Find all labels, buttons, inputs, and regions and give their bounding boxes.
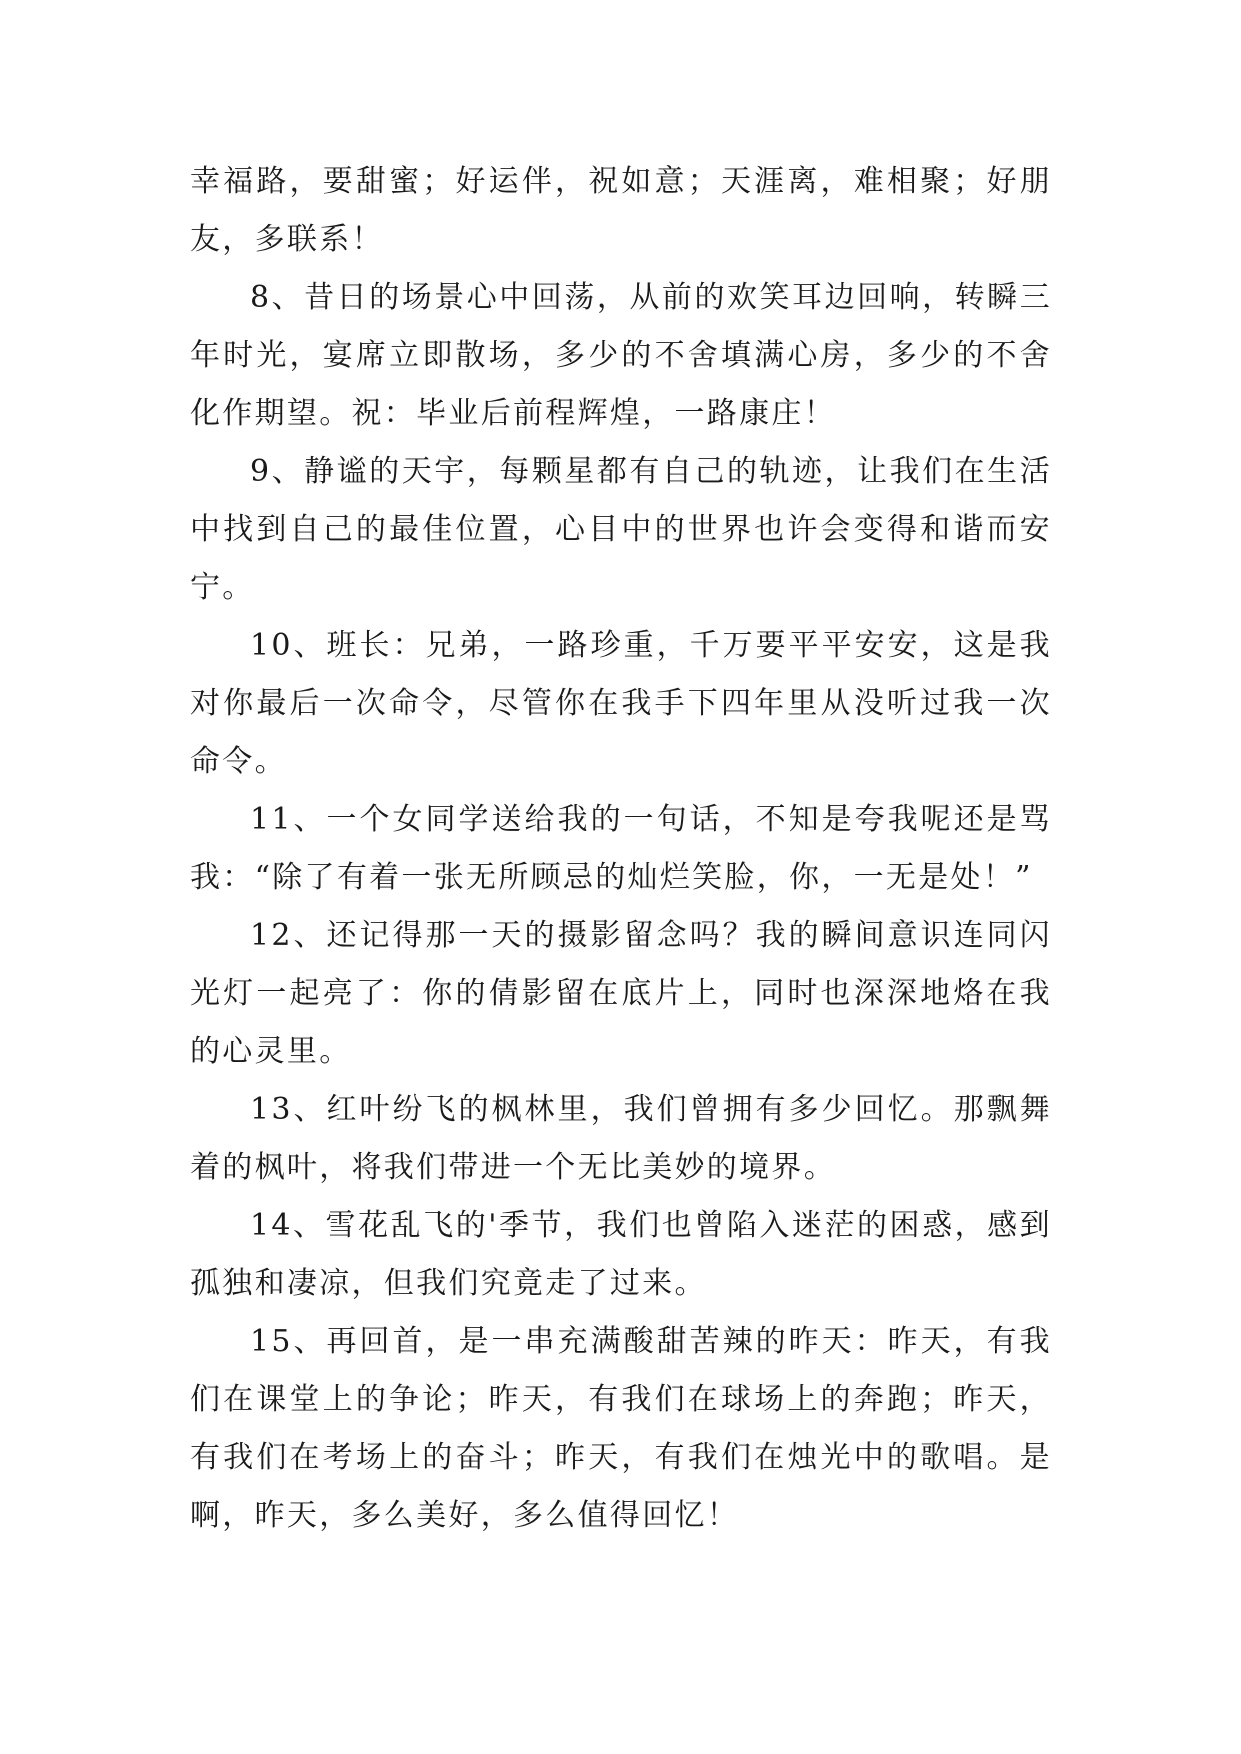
document-body (190, 153, 1052, 1545)
paragraph-13: 13、红叶纷飞的枫林里，我们曾拥有多少回忆。那飘舞着的枫叶，将我们带进一个无比美妙的境界。 (190, 1092, 1052, 1185)
paragraph-14: 14、雪花乱飞的'季节，我们也曾陷入迷茫的困惑，感到孤独和凄凉，但我们究竟走了过来。 (190, 1208, 1052, 1301)
paragraph-12: 12、还记得那一天的摄影留念吗？我的瞬间意识连同闪光灯一起亮了：你的倩影留在底片上，同时也深深地烙在我的心灵里。 (190, 918, 1052, 1069)
paragraph-10: 10、班长：兄弟，一路珍重，千万要平平安安，这是我对你最后一次命令，尽管你在我手下四年里从没听过我一次命令。 (190, 628, 1052, 779)
paragraph-11: 11、一个女同学送给我的一句话，不知是夸我呢还是骂我：“除了有着一张无所顾忌的灿烂笑脸，你，一无是处！” (190, 802, 1052, 895)
paragraph-15: 15、再回首，是一串充满酸甜苦辣的昨天：昨天，有我们在课堂上的争论；昨天，有我们在球场上的奔跑；昨天，有我们在考场上的奋斗；昨天，有我们在烛光中的歌唱。是啊，昨天，多么美好，多么值得回忆！ (190, 1324, 1052, 1533)
paragraph-7-continued: 幸福路，要甜蜜；好运伴，祝如意；天涯离，难相聚；好朋友，多联系！ (190, 164, 1052, 257)
paragraph-9: 9、静谧的天宇，每颗星都有自己的轨迹，让我们在生活中找到自己的最佳位置，心目中的世界也许会变得和谐而安宁。 (190, 454, 1052, 605)
paragraph-8: 8、昔日的场景心中回荡，从前的欢笑耳边回响，转瞬三年时光，宴席立即散场，多少的不舍填满心房，多少的不舍化作期望。祝：毕业后前程辉煌，一路康庄！ (190, 280, 1052, 431)
